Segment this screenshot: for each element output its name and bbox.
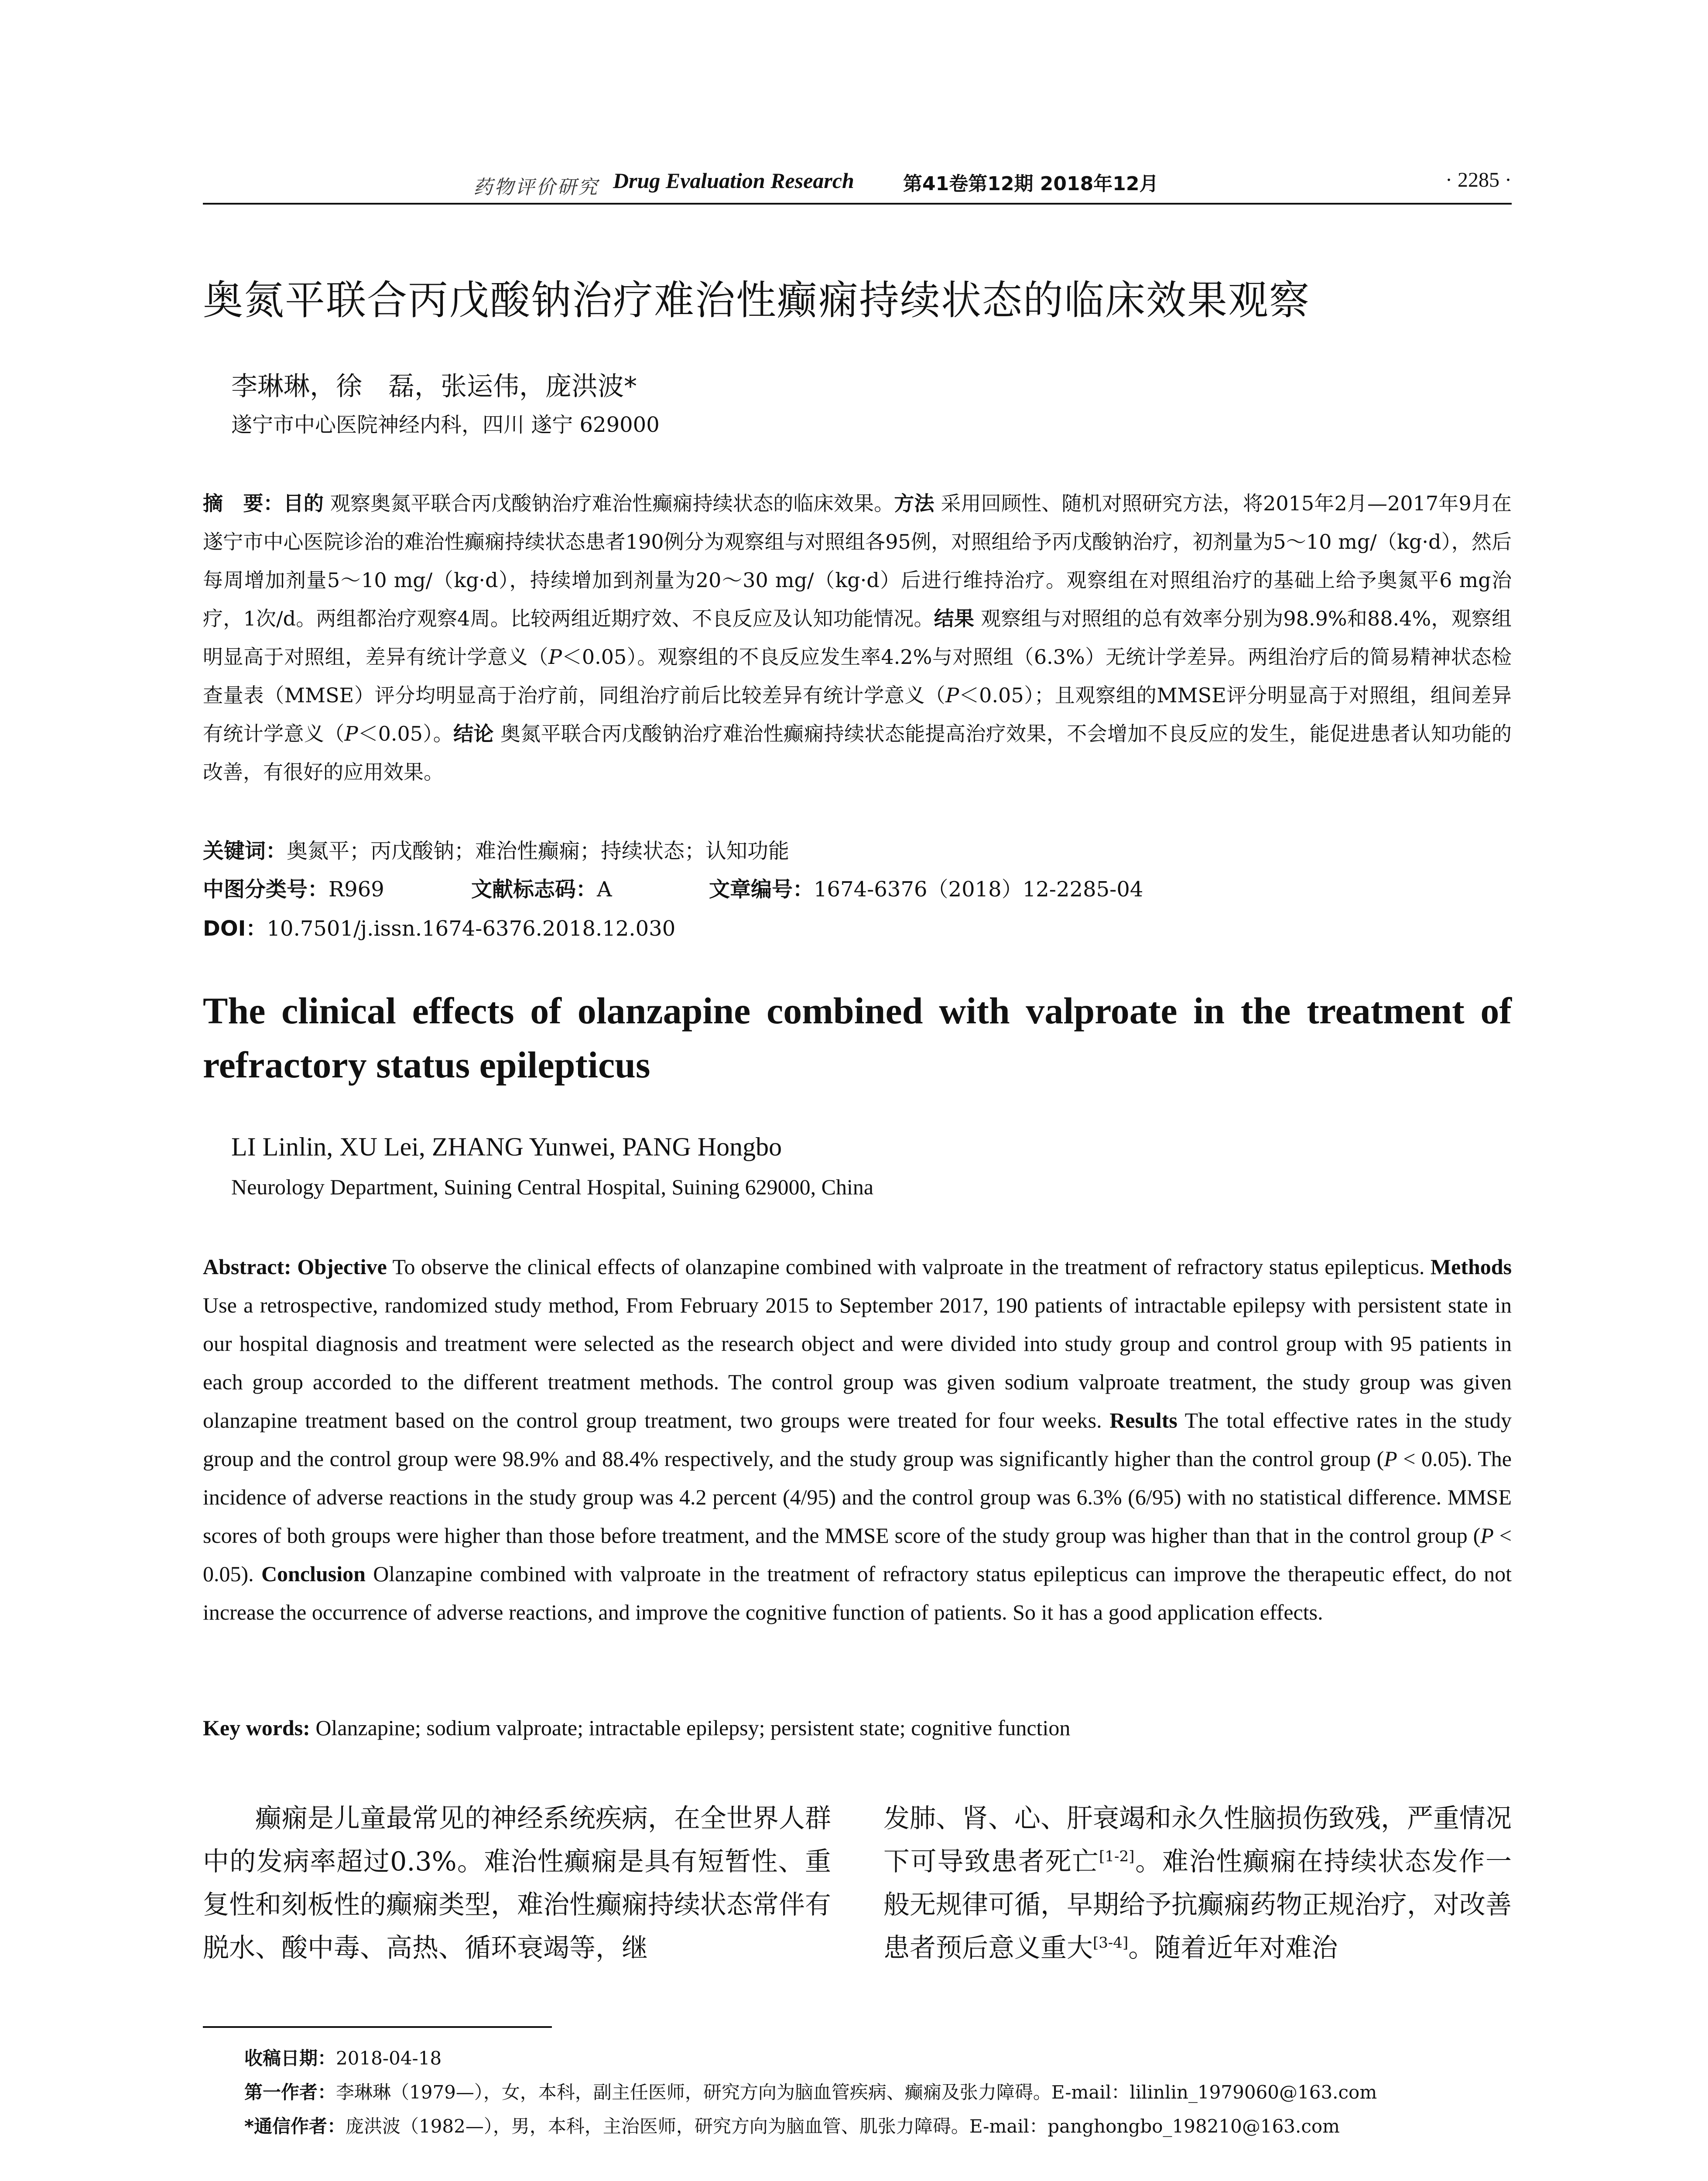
footnote-received <box>244 2041 1509 2075</box>
cn-results-text: 观察组与对照组的总有效率分别为98.9%和88.4%，观察组明显高于对照组，差异有统计学意义（ <box>203 607 1512 669</box>
corresponding-label: *通信作者： <box>244 2116 346 2137</box>
en-keywords <box>203 1715 1512 1740</box>
cn-keywords-label: 关键词： <box>203 839 287 863</box>
cn-doc-code <box>471 872 612 902</box>
body-text: 。随着近年对难治 <box>1128 1933 1338 1963</box>
en-conclusion-text: Olanzapine combined with valproate in the treatment of refractory status epilepticus can improve the therapeutic effect, do not increase the occurrence of adverse reactions, and improve the cognitive function of patients. So it has a good application effects. <box>203 1562 1512 1624</box>
first-author-info: 李琳琳（1979—），女，本科，副主任医师，研究方向为脑血管疾病、癫痫及张力障碍。E-mail：lilinlin_1979060@163.com <box>336 2082 1377 2103</box>
cn-conclusion-label: 结论 <box>453 722 494 745</box>
received-label: 收稿日期： <box>244 2048 336 2069</box>
p-symbol: P <box>1384 1446 1397 1471</box>
p-symbol: P <box>945 684 959 707</box>
cn-methods-label: 方法 <box>894 492 934 515</box>
cn-title: 奥氮平联合丙戊酸钠治疗难治性癫痫持续状态的临床效果观察 <box>203 277 1311 324</box>
cn-doc-code-value: A <box>597 877 612 902</box>
cn-doc-code-label: 文献标志码： <box>471 877 597 902</box>
journal-logo: 药物评价研究 <box>473 176 599 198</box>
en-authors: LI Linlin, XU Lei, ZHANG Yunwei, PANG Hongbo <box>231 1132 782 1161</box>
cn-abstract <box>203 484 1512 791</box>
en-methods-text: Use a retrospective, randomized study method, From February 2015 to September 2017, 190 patients of intractable epilepsy with persistent state in our hospital diagnosis and treatment were selected as the research object and were divided into study group and control group with 95 patients in each group accorded to the different treatment methods. The control group was given sodium valproate treatment, the study group was given olanzapine treatment based on the control group treatment, two groups were treated for four weeks. <box>203 1293 1512 1432</box>
p-symbol: P <box>548 645 562 669</box>
en-conclusion-label: Conclusion <box>261 1562 366 1586</box>
citation-ref[interactable]: [1-2] <box>1099 1848 1135 1865</box>
cn-doi-value: 10.7501/j.issn.1674-6376.2018.12.030 <box>267 916 676 941</box>
cn-conclusion-text: 奥氮平联合丙戊酸钠治疗难治性癫痫持续状态能提高治疗效果，不会增加不良反应的发生，能促进患者认知功能的改善，有很好的应用效果。 <box>203 722 1512 784</box>
received-date: 2018-04-18 <box>336 2048 442 2069</box>
corresponding-info: 庞洪波（1982—），男，本科，主治医师，研究方向为脑血管、肌张力障碍。E-mail：panghongbo_198210@163.com <box>345 2116 1340 2137</box>
en-keywords-label: Key words: <box>203 1716 310 1740</box>
cn-affiliation: 遂宁市中心医院神经内科，四川 遂宁 629000 <box>231 413 660 437</box>
first-author-label: 第一作者： <box>244 2082 336 2103</box>
body-left-column: 癫痫是儿童最常见的神经系统疾病，在全世界人群中的发病率超过0.3%。难治性癫痫是具有短暂性、重复性和刻板性的癫痫类型，难治性癫痫持续状态常伴有脱水、酸中毒、高热、循环衰竭等，继 <box>203 1803 831 1963</box>
en-results-text: < 0.05). The incidence of adverse reactions in the study group was 4.2 percent (4/95) and the control group was 6.3% (6/95) with no statistical difference. MMSE scores of both groups were higher than those before treatment, and the MMSE score of the study group was higher than that in the control group ( <box>203 1446 1512 1548</box>
en-affiliation: Neurology Department, Suining Central Hospital, Suining 629000, China <box>231 1175 874 1199</box>
footnote-corresponding-author <box>244 2109 1509 2143</box>
body-text: 发肺、肾、心、肝衰竭和永久性脑损伤致残，严重情况下可导致患者死亡 <box>883 1803 1512 1877</box>
cn-objective-text: 观察奥氮平联合丙戊酸钠治疗难治性癫痫持续状态的临床效果。 <box>330 492 894 515</box>
journal-issue: 第41卷第12期 2018年12月 <box>903 173 1159 195</box>
cn-clc-value: R969 <box>329 877 384 902</box>
cn-results-text: ＜0.05）；且观察组的MMSE评分明显高于对照组，组间差异有统计学意义（ <box>203 684 1512 745</box>
journal-name: Drug Evaluation Research <box>613 168 854 193</box>
footnote-rule <box>203 2026 552 2028</box>
cn-clc-label: 中图分类号： <box>203 877 329 902</box>
running-header <box>203 168 1512 198</box>
en-objective-label: Objective <box>297 1255 387 1279</box>
cn-results-label: 结果 <box>934 607 975 630</box>
cn-clc <box>203 872 384 902</box>
en-methods-label: Methods <box>1430 1255 1512 1279</box>
cn-keywords-text: 奥氮平；丙戊酸钠；难治性癫痫；持续状态；认知功能 <box>287 839 790 863</box>
cn-results-text: ＜0.05）。观察组的不良反应发生率4.2%与对照组（6.3%）无统计学差异。两组治疗后的简易精神状态检查量表（MMSE）评分均明显高于治疗前，同组治疗前后比较差异有统计学意义（ <box>203 645 1512 707</box>
en-results-text: The total effective rates in the study group and the control group were 98.9% and 88.4% respectively, and the study group was significantly higher than the control group ( <box>203 1408 1512 1471</box>
cn-article-no <box>709 872 1143 902</box>
citation-ref[interactable]: [3-4] <box>1093 1934 1129 1952</box>
header-rule <box>203 203 1512 205</box>
en-abstract <box>203 1248 1512 1631</box>
cn-objective-label: 目的 <box>283 492 324 515</box>
cn-methods-text: 采用回顾性、随机对照研究方法，将2015年2月—2017年9月在遂宁市中心医院诊治的难治性癫痫持续状态患者190例分为观察组与对照组各95例，对照组给予丙戊酸钠治疗，初剂量为5～10 mg/（kg·d），然后每周增加剂量5～10 mg/（kg·d），持续增加到剂量为20～30 mg/（kg·d）后进行维持治疗。观察组在对照组治疗的基础上给予奥氮平6 mg治疗，1次/d。两组都治疗观察4周。比较两组近期疗效、不良反应及认知功能情况。 <box>203 492 1512 630</box>
cn-authors: 李琳琳，徐 磊，张运伟，庞洪波* <box>231 371 637 402</box>
footnote-first-author <box>244 2075 1509 2109</box>
cn-article-no-label: 文章编号： <box>709 877 814 902</box>
cn-article-no-value: 1674-6376（2018）12-2285-04 <box>814 877 1143 902</box>
en-results-label: Results <box>1109 1408 1177 1432</box>
en-results-text: < 0.05). <box>203 1523 1512 1586</box>
footnotes <box>244 2041 1509 2143</box>
page-number: · 2285 · <box>1445 168 1512 191</box>
p-symbol: P <box>1480 1523 1494 1548</box>
en-abstract-label: Abstract: <box>203 1255 291 1279</box>
body-right-column <box>883 1797 1512 1970</box>
cn-abstract-label: 摘 要： <box>203 492 284 515</box>
cn-doi-label: DOI： <box>203 916 267 941</box>
body-text: 。难治性癫痫在持续状态发作一般无规律可循，早期给予抗癫痫药物正规治疗，对改善患者预后意义重大 <box>883 1846 1512 1963</box>
en-title: The clinical effects of olanzapine combined with valproate in the treatment of refractory status epilepticus <box>203 990 1512 1086</box>
en-objective-text: To observe the clinical effects of olanzapine combined with valproate in the treatment of refractory status epilepticus. <box>392 1255 1425 1279</box>
cn-results-text: ＜0.05）。 <box>358 722 454 745</box>
p-symbol: P <box>344 722 358 745</box>
cn-keywords <box>203 834 789 864</box>
cn-doi <box>203 912 675 942</box>
en-keywords-text: Olanzapine; sodium valproate; intractable epilepsy; persistent state; cognitive function <box>315 1716 1071 1740</box>
